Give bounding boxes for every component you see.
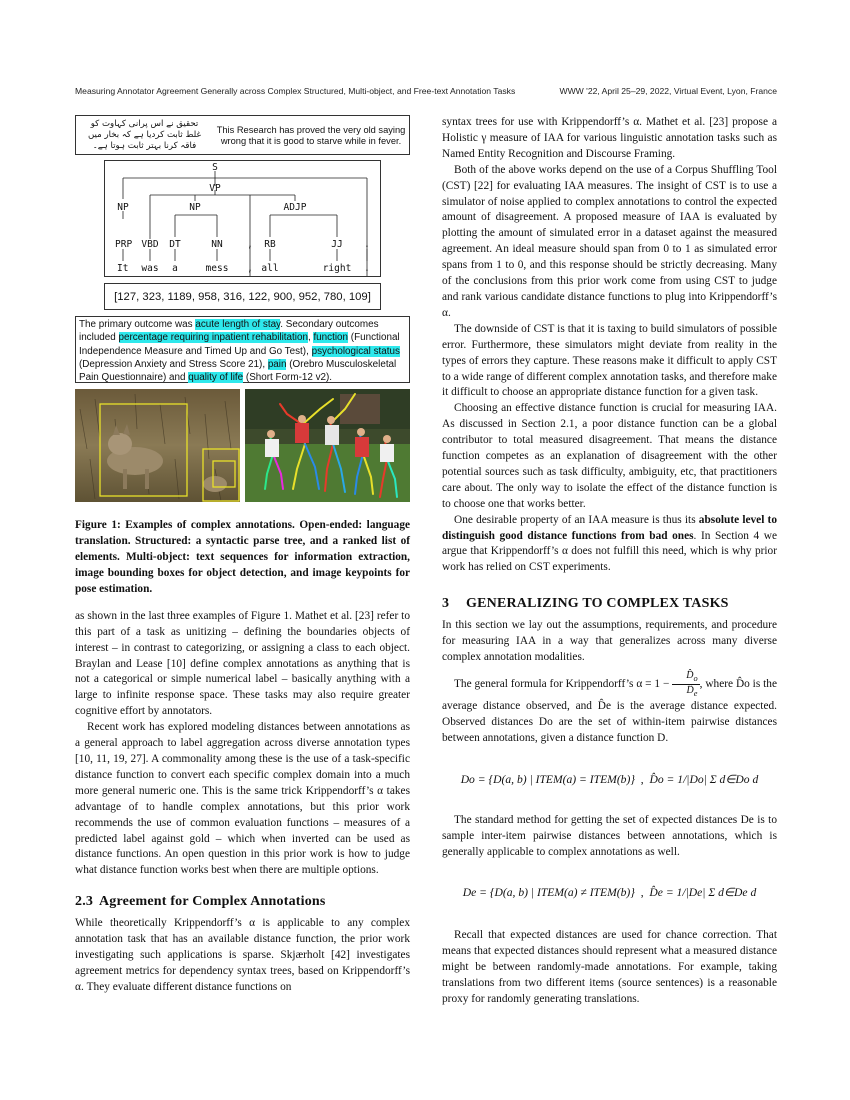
paragraph: Both of the above works depend on the use of a Corpus Shuffling Tool (CST) [22] for evaluating IAA measures. The insight of CST is to use a simulator of noise applied to complex annotations to control the expected amount of disagreement. A proposed measure of IAA is evaluated by plotting the amount of simulated error in a dataset against the measured agreement. An ideal measure should span from 0 to 1 as simulated error spans from 1 to 0, and this response should be strictly decreasing. Many of the conclusions from this prior work come from using CST to judge and rank various candidate distance functions to plug into Krippendorff’s α. [442, 163, 777, 319]
tree-tag: NN [211, 239, 223, 250]
left-column [75, 115, 410, 996]
tree-tag: DT [169, 239, 181, 250]
section-title: Agreement for Complex Annotations [99, 894, 326, 910]
paragraph: Choosing an effective distance function is crucial for measuring IAA. As discussed in Section 2.1, a poor distance function can be a global contributor to total measured disagreement. That means the distance function competes as an explanation of disagreement with the other potential sources such as task difficulty, ambiguity, etc, that practitioners care about. The only way to isolate the effect of the distance function is to choose one that works better. [442, 402, 777, 510]
figure-1 [75, 115, 410, 598]
equation-observed: Do = {D(a, b) | ITEM(a) = ITEM(b)} , D̂o = 1/|Do| Σ d∈Do d [460, 772, 759, 786]
tree-tag: , [247, 239, 253, 250]
section-title: GENERALIZING TO COMPLEX TASKS [466, 596, 729, 612]
plain-span: (Functional Independence Measure and Timed Up and Go Test), [79, 332, 400, 357]
paragraph: While theoretically Krippendorff’s α is applicable to any complex annotation task that has an available distance function, the prior work investigating such applications is sparse. Skjærholt [42] investigates agreement metrics for dependency syntax trees, based on Krippendorff’s α. They evaluate different distance functions on [75, 917, 410, 993]
equation-expected-mean: D̂e = 1/|De| Σ d∈De d [649, 886, 757, 900]
paragraph: The standard method for getting the set of expected distances De is to sample inter-item pairwise distances between annotations, which is generally applicable to complex annotations as well. [442, 813, 777, 858]
tree-word: , [247, 263, 253, 274]
tree-node-vp: VP [209, 183, 221, 194]
equation-observed-mean: D̂o = 1/|Do| Σ d∈Do d [649, 772, 759, 786]
equation-observed-set: Do = {D(a, b) | ITEM(a) = ITEM(b)} [460, 772, 635, 786]
section-number: 2.3 [75, 894, 94, 910]
paragraph: syntax trees for use with Krippendorff’s α. Mathet et al. [23] propose a Holistic γ measure of IAA for various linguistic annotation tasks such as Named Entity Recognition and Discourse Framing. [442, 116, 777, 160]
tree-word: right [322, 263, 352, 274]
paragraph: Recall that expected distances are used for chance correction. That means that expected distances should represent what a measured distance might be between randomly-made annotations. For example, taking translations from two different items (source sentences) is a reasonable proxy for randomly generating translations. [442, 929, 777, 1006]
highlighted-span: pain [267, 358, 287, 370]
highlighted-span: function [313, 332, 349, 344]
tree-word: a [172, 263, 178, 274]
paragraph: Recent work has explored modeling distances between annotations as a general approach to label aggregation across diverse annotation types [10, 11, 19, 27]. A commonality among these is the use of a task-specific distance function to convert each specific complex domain into a much more general numeric one. This is the same trick Krippendorff’s α takes advantage of to handle complex annotations, but this prior work recommends the use of common evaluation functions – measures of a predicted label against gold – which when inverted can be used as distance functions. An open question in this prior work is how to judge what distance function works best when there are multiple options. [75, 721, 410, 877]
tree-tag: JJ [331, 239, 343, 250]
running-head-venue: WWW '22, April 25–29, 2022, Virtual Event, Lyon, France [559, 86, 777, 96]
alpha-fraction: $\frac{D̂_o}{D̂_e}$ [672, 670, 699, 699]
highlighted-span: psychological status [311, 345, 400, 357]
tree-word: was [141, 263, 159, 274]
text-run: . In Section 4 we argue that Krippendorff’s α does not fulfill this need, which is why prior work has relied on CST experiments. [442, 529, 777, 574]
highlighted-span: acute length of stay [195, 319, 281, 330]
tree-node-adjp: ADJP [283, 202, 307, 213]
text-run: One desirable property of an IAA measure is thus its [454, 513, 699, 526]
paragraph: as shown in the last three examples of Figure 1. Mathet et al. [23] refer to this part of a task as unitizing – defining the boundaries objects of interest – in contrast to categorizing, or assigning a class to each object. Braylan and Lease [10] define complex annotations as anything that is not a categorical or simple numerical label – basically anything with a large to infinite response space. These tasks may also require greater cognitive effort by annotators. [75, 609, 410, 718]
right-column [442, 115, 777, 1008]
ranked-list-panel: [127, 323, 1189, 958, 316, 122, 900, 952, 780, 109] [104, 283, 381, 310]
plain-span: , [307, 332, 314, 344]
urdu-source-text: تحقیق نے اس پرانی کہاوت کو غلط ثابت کردیا ہے کہ بخار میں فاقہ کرنا بہتر ثابت ہوتا ہے۔ [87, 119, 202, 151]
paragraph [442, 670, 777, 747]
running-head [75, 86, 777, 96]
section-heading-2-3 [75, 894, 410, 910]
tree-node-s: S [212, 162, 218, 173]
plain-span: (Short Form-12 v2). [243, 372, 333, 384]
tree-word: mess [205, 263, 229, 274]
bounding-box-image [75, 389, 240, 502]
highlighted-span: quality of life [188, 372, 244, 384]
tree-tag: RB [264, 239, 276, 250]
equation-expected-set: De = {D(a, b) | ITEM(a) ≠ ITEM(b)} [462, 886, 635, 900]
figure-caption: Figure 1: Examples of complex annotations. Open-ended: language translation. Structured: a syntactic parse tree, and a ranked list of elements. Multi-object: text sequences for information extraction, image bounding boxes for object detection, and image keypoints for pose estimation. [75, 519, 410, 595]
highlighted-span: percentage requiring inpatient rehabilitation [118, 332, 308, 344]
text-run: The general formula for Krippendorff’s α = 1 − [454, 678, 670, 691]
section-number: 3 [442, 596, 450, 612]
paragraph [442, 513, 777, 577]
tree-node-np-object: NP [189, 202, 201, 213]
text-run: , where D̂o is the average distance observed, and D̂e is the average distance expected. Observed distances Do are the set of within-item pairwise distances between annotations, given a distance function D. [442, 678, 777, 744]
image-examples [75, 389, 410, 502]
parse-tree-panel [104, 160, 381, 277]
pose-keypoints-image [245, 389, 410, 502]
plain-span: The primary outcome was [79, 319, 196, 330]
tree-tag: VBD [141, 239, 159, 250]
english-target-text: This Research has proved the very old saying wrong that it is good to starve while in fever. [216, 125, 406, 146]
plain-span: (Orebro Musculoskeletal Pain Questionnaire) and [79, 358, 397, 384]
paragraph: In this section we lay out the assumptions, requirements, and procedure for measuring IAA in a way that generalizes across many diverse complex annotation modalities. [442, 619, 777, 664]
tree-node-np-subject: NP [117, 202, 129, 213]
section-heading-3 [442, 596, 777, 612]
tree-tag: . [364, 239, 370, 250]
translation-panel [75, 115, 410, 155]
plain-span: . Secondary outcomes included [79, 319, 379, 344]
plain-span: (Depression Anxiety and Stress Score 21), [79, 358, 268, 370]
information-extraction-panel [75, 316, 410, 383]
tree-word: . [364, 263, 370, 274]
tree-word: It [117, 263, 129, 274]
parse-tree [105, 161, 380, 276]
tree-word: all [261, 263, 279, 274]
paragraph: The downside of CST is that it is taxing to build simulators of possible error. Furthermore, these simulators might deviate from reality in the types of errors they capture. These reasons make it difficult to apply CST to a wide range of different complex annotation tasks, and therefore make it difficult to choose an appropriate distance function for a given task. [442, 322, 777, 399]
bold-text: absolute level to distinguish good distance functions from bad ones [442, 513, 777, 542]
equation-expected: De = {D(a, b) | ITEM(a) ≠ ITEM(b)} , D̂e = 1/|De| Σ d∈De d [462, 886, 757, 900]
running-head-title: Measuring Annotator Agreement Generally across Complex Structured, Multi-object, and Free-text Annotation Tasks [75, 86, 516, 96]
tree-tag: PRP [115, 239, 133, 250]
